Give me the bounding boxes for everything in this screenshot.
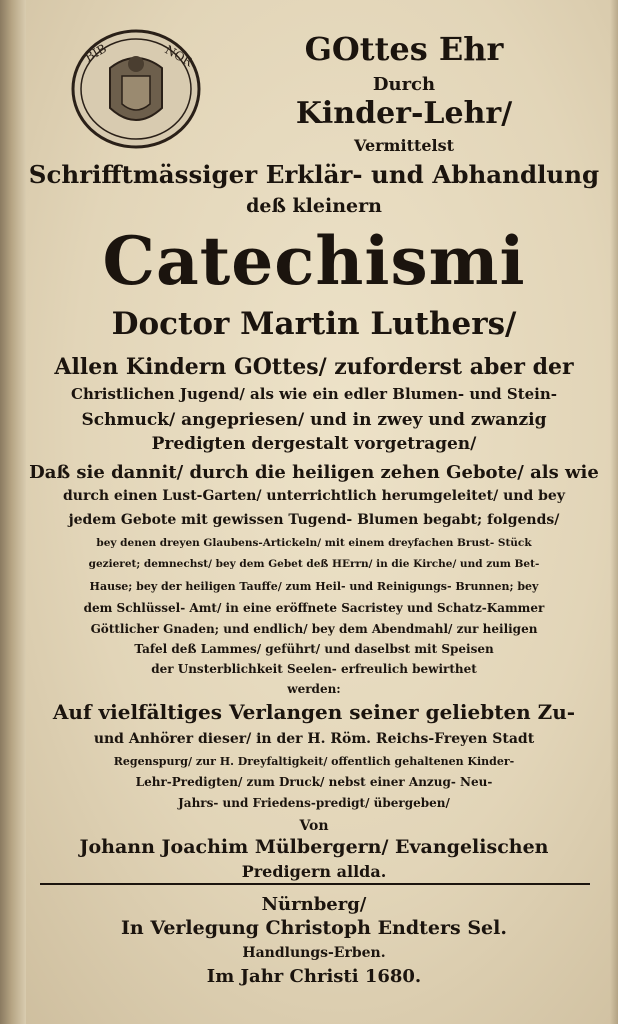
body2-line-11: werden: xyxy=(287,682,341,696)
body3-line-3: Regenspurg/ zur H. Dreyfaltigkeit/ offentlich gehaltenen Kinder- xyxy=(113,755,515,768)
imprint-city: Nürnberg/ xyxy=(261,894,367,915)
body2-line-9: Tafel deß Lammes/ geführt/ und daselbst mit Speisen xyxy=(134,642,494,656)
title-line-1: GOttes Ehr xyxy=(304,30,504,68)
body1-line-4: Predigten dergestalt vorgetragen/ xyxy=(151,434,477,454)
body3-line-4: Lehr-Predigten/ zum Druck/ nebst einer Anzug- Neu- xyxy=(135,775,493,789)
body2-line-5: gezieret; demnechst/ bey dem Gebet deß HErrn/ in die Kirche/ und zum Bet- xyxy=(88,558,540,570)
author-role: Predigern allda. xyxy=(241,862,387,881)
body2-line-10: der Unsterblichkeit Seelen- erfreulich bewirthet xyxy=(151,662,477,676)
body3-line-2: und Anhörer dieser/ in der H. Röm. Reichs-Freyen Stadt xyxy=(93,731,535,747)
title-line-2: Durch xyxy=(372,74,436,95)
author-name: Johann Joachim Mülbergern/ Evangelischen xyxy=(79,836,549,858)
title-line-3: Kinder-Lehr/ xyxy=(295,96,513,131)
body1-line-2: Christlichen Jugend/ als wie ein edler Blumen- und Stein- xyxy=(71,385,557,403)
body3-line-5: Jahrs- und Friedens-predigt/ übergeben/ xyxy=(178,796,450,810)
stamp-left-text: BIB xyxy=(82,41,109,65)
library-stamp xyxy=(70,28,202,150)
body2-line-8: Göttlicher Gnaden; und endlich/ bey dem Abendmahl/ zur heiligen xyxy=(90,622,538,636)
body1-line-3: Schmuck/ angepriesen/ und in zwey und zwanzig xyxy=(81,410,547,430)
body1-line-1: Allen Kindern GOttes/ zuforderst aber der xyxy=(54,354,574,380)
body3-line-1: Auf vielfältiges Verlangen seiner geliebten Zu- xyxy=(52,700,576,724)
main-title: Catechismi xyxy=(102,222,526,300)
body2-line-3: jedem Gebote mit gewissen Tugend- Blumen begabt; folgends/ xyxy=(68,512,560,528)
imprint-heirs: Handlungs-Erben. xyxy=(242,945,386,961)
divider-rule xyxy=(40,883,590,885)
book-gutter xyxy=(0,0,26,1024)
stamp-right-text: NOR xyxy=(162,42,195,70)
title-line-8: Doctor Martin Luthers/ xyxy=(111,306,517,342)
title-line-5: Schrifftmässiger Erklär- und Abhandlung xyxy=(28,160,600,189)
author-von: Von xyxy=(299,818,329,834)
body2-line-6: Hause; bey der heiligen Tauffe/ zum Heil- und Reinigungs- Brunnen; bey xyxy=(89,580,539,593)
imprint-publisher: In Verlegung Christoph Endters Sel. xyxy=(121,917,507,939)
body2-line-1: Daß sie dannit/ durch die heiligen zehen Gebote/ als wie xyxy=(29,462,599,483)
title-line-6: deß kleinern xyxy=(246,195,382,217)
body2-line-4: bey denen dreyen Glaubens-Artickeln/ mit einem dreyfachen Brust- Stück xyxy=(96,537,532,549)
title-line-4: Vermittelst xyxy=(354,136,454,155)
body2-line-2: durch einen Lust-Garten/ unterrichtlich herumgeleitet/ und bey xyxy=(63,488,565,504)
body2-line-7: dem Schlüssel- Amt/ in eine eröffnete Sacristey und Schatz-Kammer xyxy=(83,601,545,615)
page-edge xyxy=(610,0,618,1024)
imprint-year: Im Jahr Christi 1680. xyxy=(206,966,422,987)
